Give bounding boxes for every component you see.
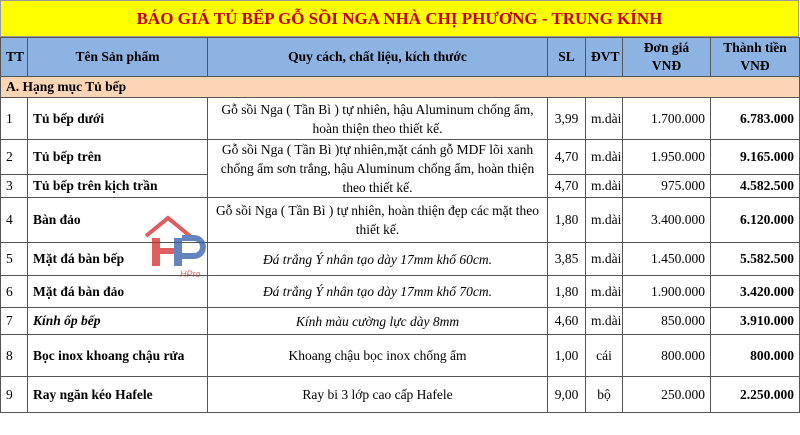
cell-sl: 1,00 [548, 335, 586, 377]
header-total [711, 38, 800, 77]
table-row [1, 140, 800, 175]
cell-price: 800.000 [623, 335, 711, 377]
cell-spec: Gỗ sồi Nga ( Tần Bì ) tự nhiên, hoàn thiện đẹp các mặt theo thiết kế. [208, 198, 548, 243]
table-row [1, 98, 800, 140]
cell-dvt: m.dài [586, 243, 623, 276]
hpro-logo [142, 212, 212, 280]
cell-sl: 9,00 [548, 377, 586, 413]
sheet-title: BÁO GIÁ TỦ BẾP GỖ SỒI NGA NHÀ CHỊ PHƯƠNG - TRUNG KÍNH [0, 0, 799, 37]
cell-tt: 4 [1, 198, 28, 243]
cell-sl: 4,70 [548, 140, 586, 175]
header-price-line1: Đơn giá [643, 40, 690, 55]
cell-spec: Đá trắng Ý nhân tạo dày 17mm khổ 70cm. [208, 276, 548, 308]
table-row [1, 377, 800, 413]
cell-total: 3.420.000 [711, 276, 800, 308]
cell-total: 4.582.500 [711, 174, 800, 197]
cell-spec: Khoang chậu bọc inox chống ẩm [208, 335, 548, 377]
cell-dvt: cái [586, 335, 623, 377]
cell-tt: 5 [1, 243, 28, 276]
section-label: A. Hạng mục Tủ bếp [1, 77, 800, 98]
cell-dvt: m.dài [586, 140, 623, 175]
cell-dvt: m.dài [586, 276, 623, 308]
logo-p-stem [174, 238, 182, 266]
cell-dvt: m.dài [586, 98, 623, 140]
cell-sl: 4,70 [548, 174, 586, 197]
cell-total: 800.000 [711, 335, 800, 377]
cell-sl: 1,80 [548, 276, 586, 308]
cell-total: 6.120.000 [711, 198, 800, 243]
cell-tt: 6 [1, 276, 28, 308]
cell-name: Bọc inox khoang chậu rửa [28, 335, 208, 377]
header-total-line2: VNĐ [740, 58, 770, 73]
cell-spec: Ray bi 3 lớp cao cấp Hafele [208, 377, 548, 413]
cell-spec: Đá trắng Ý nhân tạo dày 17mm khổ 60cm. [208, 243, 548, 276]
cell-name: Tủ bếp trên kịch trần [28, 174, 208, 197]
cell-price: 3.400.000 [623, 198, 711, 243]
cell-sl: 1,80 [548, 198, 586, 243]
cell-name: Mặt đá bàn bếp [28, 243, 208, 276]
cell-tt: 9 [1, 377, 28, 413]
cell-tt: 7 [1, 308, 28, 335]
cell-tt: 3 [1, 174, 28, 197]
table-row [1, 198, 800, 243]
cell-price: 975.000 [623, 174, 711, 197]
header-row [1, 38, 800, 77]
table-row [1, 276, 800, 308]
header-price [623, 38, 711, 77]
cell-name: Kính ốp bếp [28, 308, 208, 335]
cell-tt: 1 [1, 98, 28, 140]
cell-price: 1.900.000 [623, 276, 711, 308]
cell-price: 1.450.000 [623, 243, 711, 276]
cell-total: 2.250.000 [711, 377, 800, 413]
logo-h-left [152, 238, 160, 266]
header-sl: SL [548, 38, 586, 77]
table-row [1, 308, 800, 335]
section-row [1, 77, 800, 98]
header-name: Tên Sản phẩm [28, 38, 208, 77]
cell-sl: 3,99 [548, 98, 586, 140]
cell-dvt: m.dài [586, 174, 623, 197]
cell-total: 5.582.500 [711, 243, 800, 276]
logo-h-bar [160, 248, 174, 254]
cell-dvt: bộ [586, 377, 623, 413]
cell-name: Tủ bếp dưới [28, 98, 208, 140]
cell-price: 1.950.000 [623, 140, 711, 175]
cell-price: 850.000 [623, 308, 711, 335]
cell-total: 3.910.000 [711, 308, 800, 335]
cell-price: 250.000 [623, 377, 711, 413]
header-price-line2: VNĐ [651, 58, 682, 73]
cell-spec: Gỗ sồi Nga ( Tần Bì ) tự nhiên, hậu Aluminum chống ẩm, hoàn thiện theo thiết kế. [208, 98, 548, 140]
cell-total: 9.165.000 [711, 140, 800, 175]
logo-text: HPro [180, 269, 201, 279]
cell-sl: 4,60 [548, 308, 586, 335]
cell-name: Mặt đá bàn đảo [28, 276, 208, 308]
table-row [1, 243, 800, 276]
cell-dvt: m.dài [586, 198, 623, 243]
header-tt: TT [1, 38, 28, 77]
cell-name: Bàn đảo [28, 198, 208, 243]
header-spec: Quy cách, chất liệu, kích thước [208, 38, 548, 77]
cell-spec: Kính màu cường lực dày 8mm [208, 308, 548, 335]
logo-p-bowl [182, 238, 203, 256]
header-total-line1: Thành tiền [723, 40, 787, 55]
table-row [1, 335, 800, 377]
cell-spec: Gỗ sồi Nga ( Tần Bì )tự nhiên,mặt cánh gỗ MDF lõi xanh chống ẩm sơn trắng, hậu Aluminum chống ẩm, hoàn thiện theo thiết kế. [208, 140, 548, 198]
cell-name: Ray ngăn kéo Hafele [28, 377, 208, 413]
header-dvt: ĐVT [586, 38, 623, 77]
cell-sl: 3,85 [548, 243, 586, 276]
cell-dvt: m.dài [586, 308, 623, 335]
cell-name: Tủ bếp trên [28, 140, 208, 175]
cell-tt: 2 [1, 140, 28, 175]
cell-price: 1.700.000 [623, 98, 711, 140]
quote-table [0, 37, 800, 413]
cell-tt: 8 [1, 335, 28, 377]
logo-roof-icon [146, 218, 190, 236]
cell-total: 6.783.000 [711, 98, 800, 140]
